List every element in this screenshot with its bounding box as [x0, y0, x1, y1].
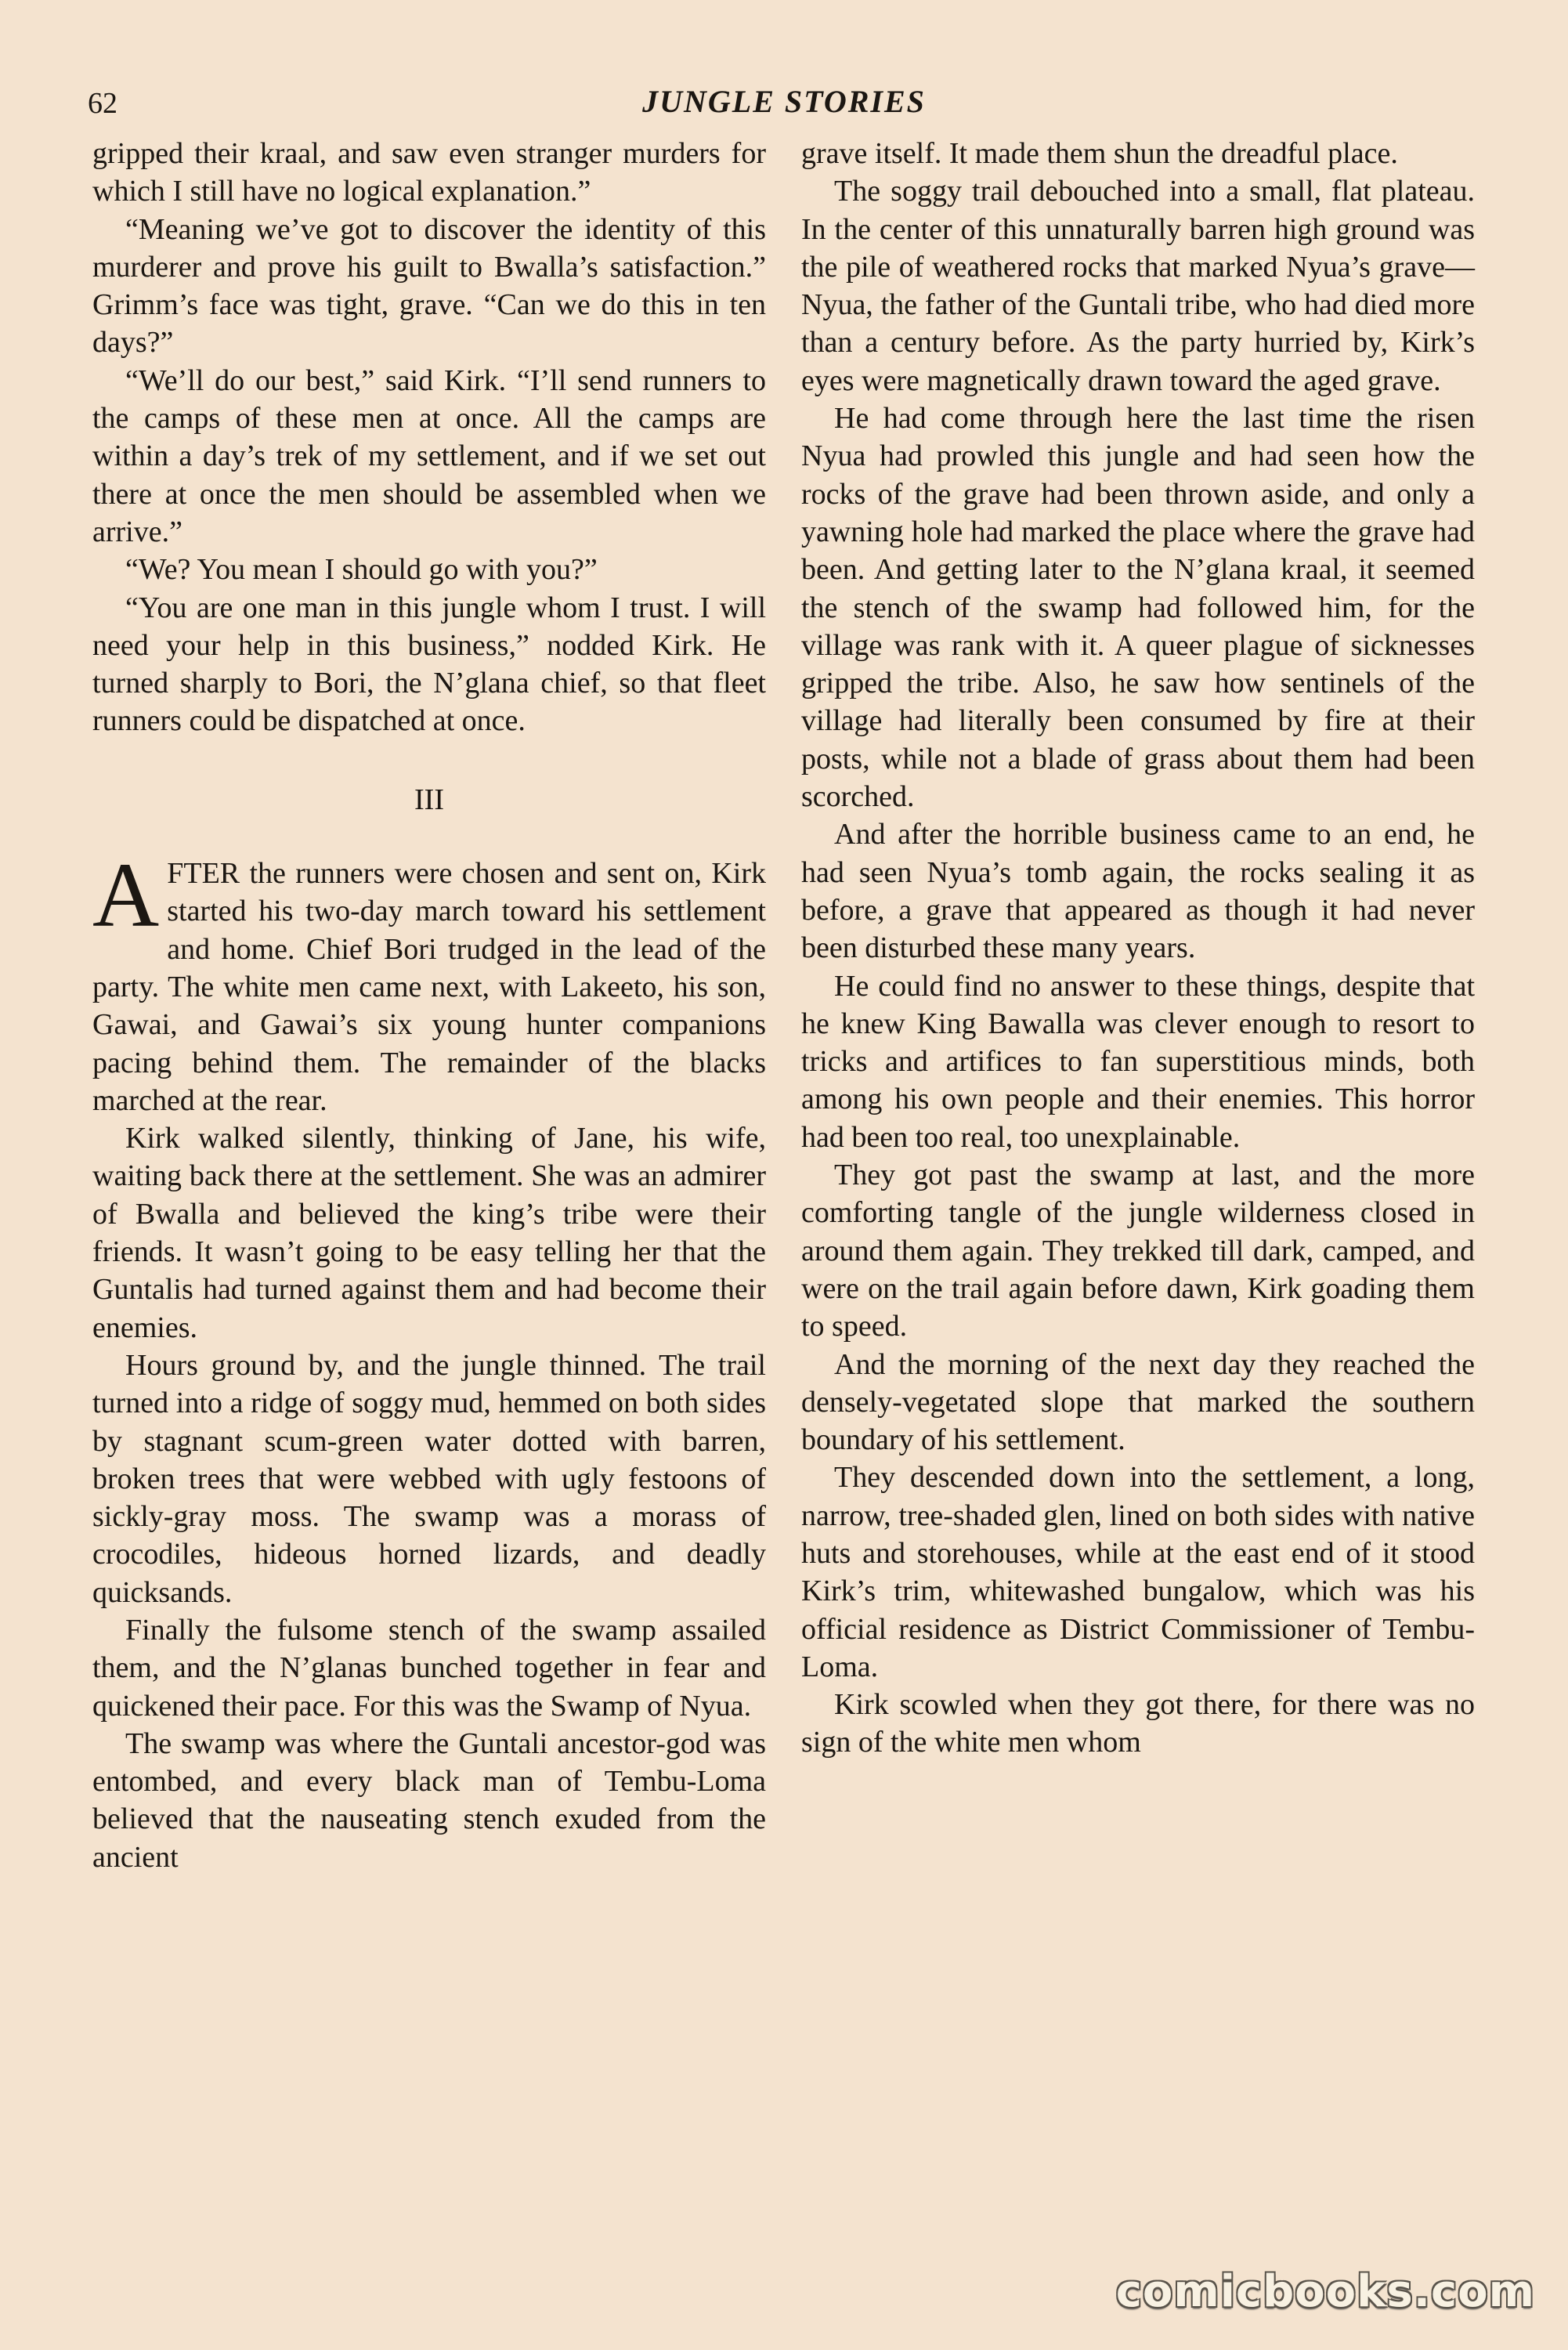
- paragraph: He had come through here the last time the risen Nyua had prowled this jungle and had seen how the rocks of the grave had been thrown aside, and only a yawning hole had marked the place where the grave had been. And getting later to the N’glana kraal, it seemed the stench of the swamp had followed him, for the village was rank with it. A queer plague of sicknesses gripped the tribe. Also, he saw how sentinels of the village had literally been consumed by fire at their posts, while not a blade of grass about them had been scorched.: [801, 402, 1475, 814]
- page-number: 62: [88, 87, 117, 120]
- paragraph: Kirk scowled when they got there, for there was no sign of the white men whom: [801, 1688, 1475, 1759]
- paragraph: He could find no answer to these things, despite that he knew King Bawalla was clever enough to resort to tricks and artifices to fan superstitious minds, both among his own people and their enemies. This horror had been too real, too unexplainable.: [801, 969, 1475, 1154]
- paragraph: The soggy trail debouched into a small, flat plateau. In the center of this unnaturally barren high ground was the pile of weathered rocks that marked Nyua’s grave—Nyua, the father of the Guntali tribe, who had died more than a century before. As the party hurried by, Kirk’s eyes were magnetically drawn toward the aged grave.: [801, 175, 1475, 397]
- paragraph: “We’ll do our best,” said Kirk. “I’ll send runners to the camps of these men at once. All the camps are within a day’s trek of my settlement, and if we set out there at once the men should be assembled when we arrive.”: [92, 363, 766, 548]
- right-column: [801, 135, 1475, 1762]
- paragraph: Hours ground by, and the jungle thinned. The trail turned into a ridge of soggy mud, hemmed on both sides by stagnant scum-green water dotted with barren, broken trees that were webbed with ugly festoons of sickly-gray moss. The swamp was a morass of crocodiles, hideous horned lizards, and deadly quicksands.: [92, 1348, 766, 1609]
- drop-cap: A: [92, 844, 160, 947]
- paragraph-text: FTER the runners were chosen and sent on, Kirk started his two-day march toward his settlement and home. Chief Bori trudged in the lead of the party. The white men came next, with Lakeeto, his son, Gawai, and Gawai’s six young hunter companions pacing behind them. The remainder of the blacks marched at the rear.: [92, 857, 766, 1117]
- paragraph: Kirk walked silently, thinking of Jane, his wife, waiting back there at the settlement. She was an admirer of Bwalla and believed the king’s tribe were their friends. It wasn’t going to be easy telling her that the Guntalis had turned against them and had become their enemies.: [92, 1122, 766, 1344]
- paragraph: “Meaning we’ve got to discover the identity of this murderer and prove his guilt to Bwalla’s satisfaction.” Grimm’s face was tight, grave. “Can we do this in ten days?”: [92, 212, 766, 360]
- paragraph: They got past the swamp at last, and the more comforting tangle of the jungle wilderness closed in around them again. They trekked till dark, camped, and were on the trail again before dawn, Kirk goading them to speed.: [801, 1159, 1475, 1343]
- running-head: JUNGLE STORIES: [642, 84, 926, 119]
- chapter-opening-paragraph: [92, 844, 766, 1119]
- paragraph: Finally the fulsome stench of the swamp assailed them, and the N’glanas bunched together in fear and quickened their pace. For this was the Swamp of Nyua.: [92, 1613, 766, 1723]
- left-column: [92, 135, 766, 1876]
- paragraph: And after the horrible business came to an end, he had seen Nyua’s tomb again, the rocks sealing it as before, a grave that appeared as though it had never been disturbed these many years.: [801, 818, 1475, 965]
- paragraph: The swamp was where the Guntali ancestor-god was entombed, and every black man of Tembu-Loma believed that the nauseating stench exuded from the ancient: [92, 1726, 766, 1874]
- paragraph: gripped their kraal, and saw even stranger murders for which I still have no logical explanation.”: [92, 137, 766, 208]
- paragraph: And the morning of the next day they reached the densely-vegetated slope that marked the southern boundary of his settlement.: [801, 1347, 1475, 1457]
- paragraph: grave itself. It made them shun the dreadful place.: [801, 137, 1398, 170]
- watermark: comicbooks.com: [1115, 2266, 1535, 2317]
- section-number: III: [414, 783, 444, 816]
- paragraph: “We? You mean I should go with you?”: [125, 553, 598, 587]
- paragraph: They descended down into the settlement, a long, narrow, tree-shaded glen, lined on both sides with native huts and storehouses, while at the east end of it stood Kirk’s trim, whitewashed bungalow, which was his official residence as District Commissioner of Tembu-Loma.: [801, 1461, 1475, 1683]
- paragraph: “You are one man in this jungle whom I trust. I will need your help in this business,” nodded Kirk. He turned sharply to Bori, the N’glana chief, so that fleet runners could be dispatched at once.: [92, 591, 766, 738]
